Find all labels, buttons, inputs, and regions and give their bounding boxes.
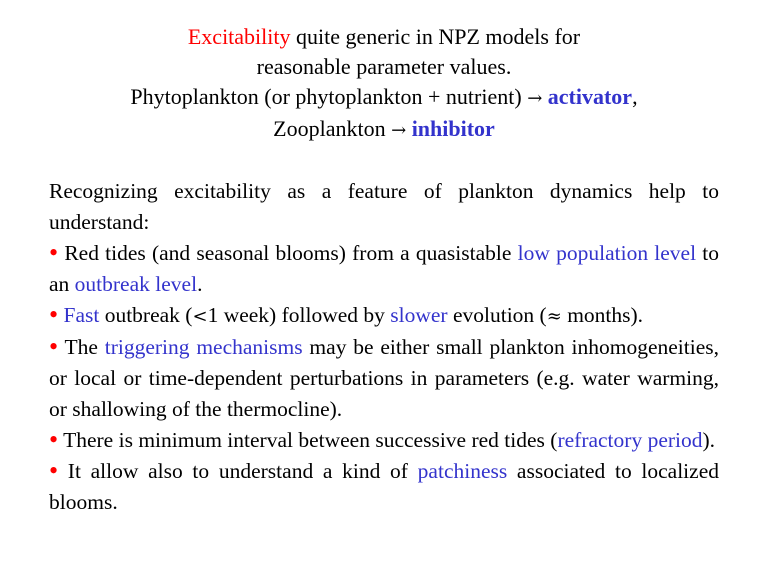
title-line-1	[40, 22, 728, 52]
bullet-dot-icon: •	[49, 300, 59, 329]
bullet-item	[49, 238, 719, 300]
intro-paragraph: Recognizing excitability as a feature of plankton dynamics help to understand:	[49, 179, 719, 234]
title-line-3	[40, 82, 728, 114]
bullet-text: ≈	[546, 306, 562, 327]
highlighted-term: low population level	[517, 241, 697, 265]
arrow-right-icon: →	[391, 120, 407, 141]
bullet-text: associated to localized blooms.	[49, 459, 719, 514]
term-inhibitor: inhibitor	[406, 116, 495, 141]
bullet-text: 1 week) followed by	[207, 303, 391, 327]
bullet-dot-icon: •	[49, 238, 59, 267]
bullet-text: .	[197, 272, 203, 296]
bullet-item	[49, 456, 719, 518]
bullet-dot-icon: •	[49, 332, 59, 361]
highlighted-term: patchiness	[417, 459, 508, 483]
bullet-text: <	[192, 306, 208, 327]
bullet-list	[49, 238, 719, 518]
bullet-text: months).	[561, 303, 644, 327]
title-line-2: reasonable parameter values.	[256, 54, 512, 79]
term-activator: activator	[542, 84, 633, 109]
slide-title	[40, 22, 728, 146]
bullet-item	[49, 425, 719, 456]
slide-body	[49, 176, 719, 518]
bullet-text: outbreak (	[99, 303, 193, 327]
title-line-4	[40, 114, 728, 146]
bullet-text: The	[58, 335, 105, 359]
bullet-dot-icon: •	[49, 456, 59, 485]
bullet-text: to an	[49, 241, 719, 296]
bullet-text: evolution (	[447, 303, 547, 327]
bullet-item	[49, 300, 719, 332]
highlighted-term: Fast	[58, 303, 100, 327]
highlighted-term: refractory period	[557, 428, 703, 452]
title-line-3-suffix: ,	[632, 84, 638, 109]
bullet-dot-icon: •	[49, 425, 59, 454]
highlighted-term: triggering mechanisms	[104, 335, 303, 359]
bullet-text: It allow also to understand a kind of	[58, 459, 418, 483]
highlighted-term: outbreak level	[74, 272, 198, 296]
title-line-4-text: Zooplankton	[273, 116, 392, 141]
bullet-text: Red tides (and seasonal blooms) from a quasistable	[58, 241, 518, 265]
title-line-3-text: Phytoplankton (or phytoplankton + nutrient)	[130, 84, 528, 109]
bullet-text: ).	[702, 428, 716, 452]
bullet-text: There is minimum interval between successive red tides (	[58, 428, 558, 452]
title-highlight-excitability: Excitability	[187, 24, 291, 49]
bullet-text: may be either small plankton inhomogeneities, or local or time-dependent perturbations in parameters (e.g. water warming, or shallowing of the thermocline).	[49, 335, 719, 421]
arrow-right-icon: →	[527, 88, 543, 109]
title-line-1-text: quite generic in NPZ models for	[290, 24, 581, 49]
bullet-item	[49, 332, 719, 425]
highlighted-term: slower	[390, 303, 448, 327]
